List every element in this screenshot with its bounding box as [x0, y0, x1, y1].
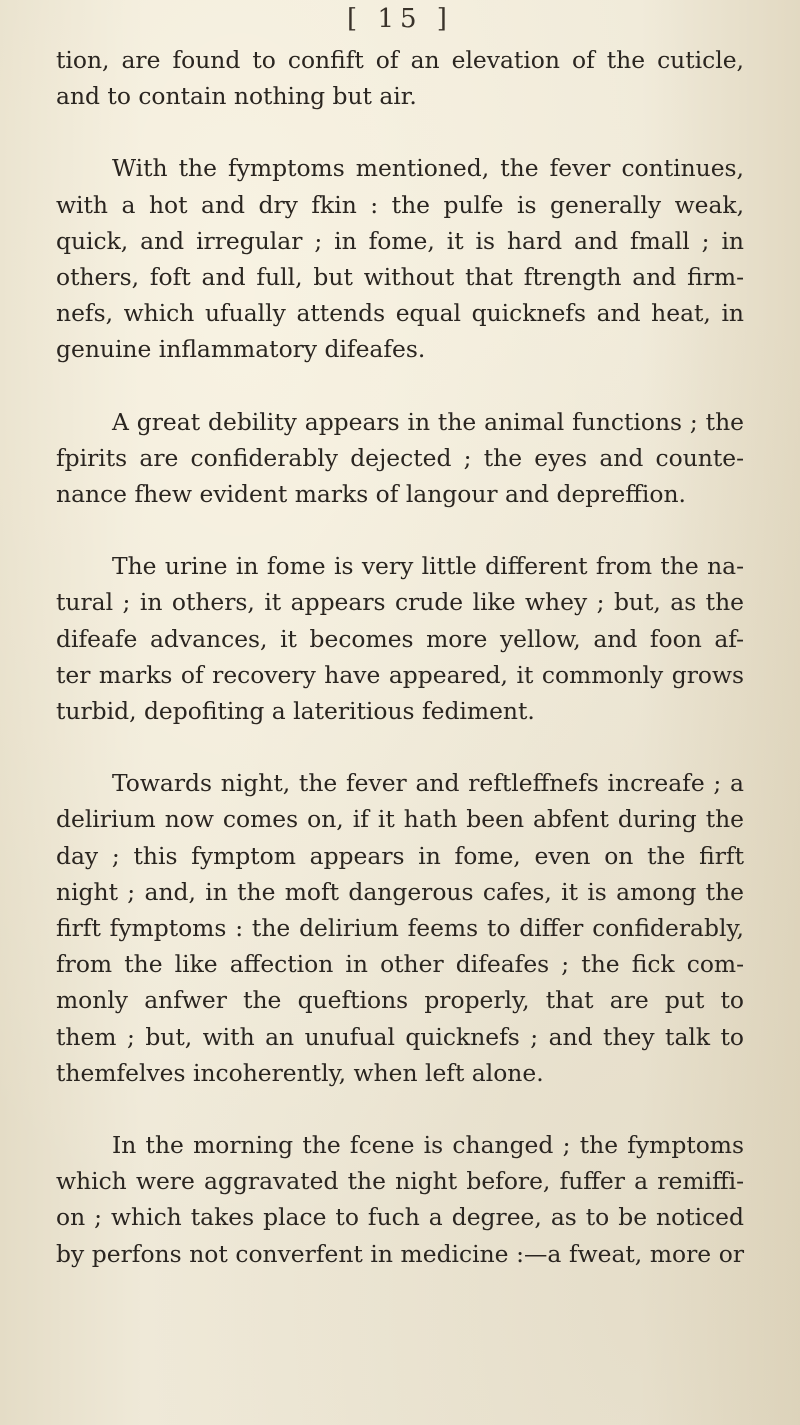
text-line: and to contain nothing but air. [56, 82, 417, 111]
text-line: by perfons not converfent in medicine :—a fweat, more or [56, 1239, 744, 1268]
text-line: day ; this fymptom appears in fome, even on the firft [56, 841, 744, 870]
text-line: difeafe advances, it becomes more yellow, and foon af- [56, 624, 744, 653]
paragraph-4 [56, 548, 744, 729]
text-line: monly anfwer the queftions properly, that are put to [56, 986, 744, 1015]
text-line: which were aggravated the night before, fuffer a remiffi- [56, 1167, 744, 1196]
text-line: with a hot and dry fkin : the pulfe is generally weak, [56, 190, 744, 219]
text-line: fpirits are confiderably dejected ; the eyes and counte- [56, 443, 744, 472]
text-line: themfelves incoherently, when left alone. [56, 1058, 544, 1087]
paragraph-5 [56, 765, 744, 1091]
body-text [56, 42, 744, 1272]
text-line: quick, and irregular ; in fome, it is hard and fmall ; in [56, 226, 744, 255]
text-line: tural ; in others, it appears crude like whey ; but, as the [56, 588, 744, 617]
text-line: nefs, which ufually attends equal quicknefs and heat, in [56, 299, 744, 328]
paragraph-6 [56, 1127, 744, 1272]
text-line: tion, are found to confift of an elevation of the cuticle, [56, 46, 744, 74]
text-line: night ; and, in the moft dangerous cafes, it is among the [56, 877, 744, 906]
text-line: The urine in fome is very little different from the na- [112, 552, 744, 581]
text-line: With the fymptoms mentioned, the fever continues, [112, 154, 744, 183]
text-line: delirium now comes on, if it hath been abfent during the [56, 805, 744, 834]
text-line: turbid, depofiting a lateritious fediment. [56, 697, 535, 726]
page-number: [ 15 ] [347, 4, 453, 34]
text-line: ter marks of recovery have appeared, it commonly grows [56, 660, 744, 689]
paragraph-3 [56, 404, 744, 513]
text-line: A great debility appears in the animal functions ; the [112, 407, 744, 436]
text-line: In the morning the fcene is changed ; the fymptoms [112, 1131, 744, 1160]
text-line: on ; which takes place to fuch a degree, as to be noticed [56, 1203, 744, 1232]
text-line: firft fymptoms : the delirium feems to differ confiderably, [56, 914, 744, 943]
text-line: from the like affection in other difeafes ; the fick com- [56, 950, 744, 979]
text-line: Towards night, the fever and reftleffnefs increafe ; a [112, 769, 744, 798]
text-line: nance fhew evident marks of langour and depreffion. [56, 480, 686, 509]
paragraph-2 [56, 150, 744, 367]
text-line: them ; but, with an unufual quicknefs ; and they talk to [56, 1022, 744, 1051]
paragraph-1 [56, 42, 744, 114]
text-line: others, foft and full, but without that ftrength and firm- [56, 263, 744, 292]
text-line: genuine inflammatory difeafes. [56, 335, 426, 364]
